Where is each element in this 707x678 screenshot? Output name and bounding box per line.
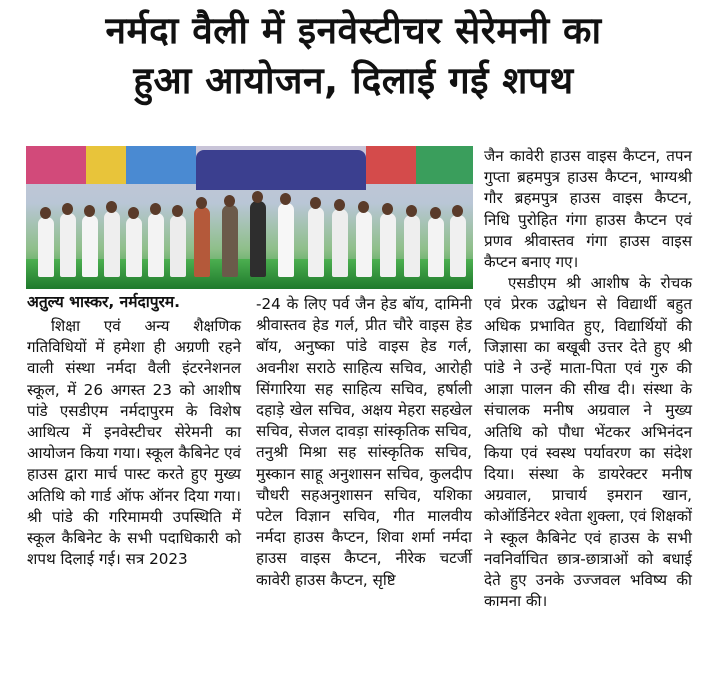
byline: अतुल्य भास्कर, नर्मदापुरम. — [27, 293, 181, 311]
news-photo — [26, 146, 473, 289]
article-column-3 — [484, 146, 692, 612]
headline-line-1: नर्मदा वैली में इनवेस्टीचर सेरेमनी का — [105, 9, 602, 52]
article-column-1 — [27, 316, 241, 570]
paragraph-2: -24 के लिए पर्व जैन हेड बॉय, दामिनी श्रीवास्तव हेड गर्ल, प्रीत चौरे वाइस हेड बॉय, अनुष्का पांडे वाइस हेड गर्ल, अवनीश सराठे साहित्य सचिव, आरोही सिंगारिया सह साहित्य सचिव, हर्षाली दहाड़े खेल सचिव, अक्षय मेहरा सहखेल सचिव, सेजल दावड़ा सांस्कृतिक सचिव, तनुश्री मिश्रा सह सांस्कृतिक सचिव, मुस्कान साहू अनुशासन सचिव, कुलदीप चौधरी सहअनुशासन सचिव, यशिका पटेल विज्ञान सचिव, गीत मालवीय नर्मदा हाउस कैप्टन, शिवा शर्मा नर्मदा हाउस वाइस कैप्टन, नीरेक चटर्जी कावेरी हाउस कैप्टन, सृष्टि — [256, 295, 472, 589]
headline — [0, 6, 707, 106]
headline-line-2: हुआ आयोजन, दिलाई गई शपथ — [133, 59, 574, 102]
article-column-2 — [256, 294, 472, 591]
paragraph-4-text: एसडीएम श्री आशीष के रोचक एवं प्रेरक उद्बोधन से विद्यार्थी बहुत अधिक प्रभावित हुए, विद्यार्थियों की जिज्ञासा का बखूबी उत्तर देते हुए श्री पांडे ने उन्हें माता-पिता एवं गुरु की आज्ञा पालन की सीख दी। संस्था के संचालक मनीष अग्रवाल ने मुख्य अतिथि को पौधा भेंटकर अभिनंदन किया एवं स्वस्थ पर्यावरण का संदेश दिया। संस्था के डायरेक्टर मनीष अग्रवाल, प्राचार्य इमरान खान, कोऑर्डिनेटर श्वेता शुक्ला, एवं शिक्षकों ने स्कूल कैबिनेट एवं हाउस के सभी नवनिर्वाचित छात्र-छात्राओं को बधाई देते हुए उनके उज्जवल भविष्य की कामना की। — [484, 274, 692, 611]
paragraph-1 — [27, 316, 241, 570]
paragraph-3: जैन कावेरी हाउस वाइस कैप्टन, तपन गुप्ता ब्रहमपुत्र हाउस कैप्टन, भाग्यश्री गौर ब्रहमपुत्र हाउस वाइस कैप्टन, निधि पुरोहित गंगा हाउस कैप्टन एवं प्रणव श्रीवास्तव गंगा हाउस वाइस कैप्टन बनाए गए। — [484, 147, 692, 272]
paragraph-1-text: शिक्षा एवं अन्य शैक्षणिक गतिविधियों में हमेशा ही अग्रणी रहने वाली संस्था नर्मदा वैली इंटरनेशनल स्कूल, में 26 अगस्त 23 को आशीष पांडे एसडीएम नर्मदापुरम के विशेष आथित्य में इनवेस्टीचर सेरेमनी का आयोजन किया गया। स्कूल कैबिनेट एवं हाउस द्वारा मार्च पास्ट करते हुए मुख्य अतिथि को गार्ड ऑफ ऑनर दिया गया। श्री पांडे की गरिमामयी उपस्थिति में स्कूल कैबिनेट के सभी पदाधिकारी को शपथ दिलाई गई। सत्र 2023 — [27, 317, 241, 569]
paragraph-4 — [484, 273, 692, 612]
